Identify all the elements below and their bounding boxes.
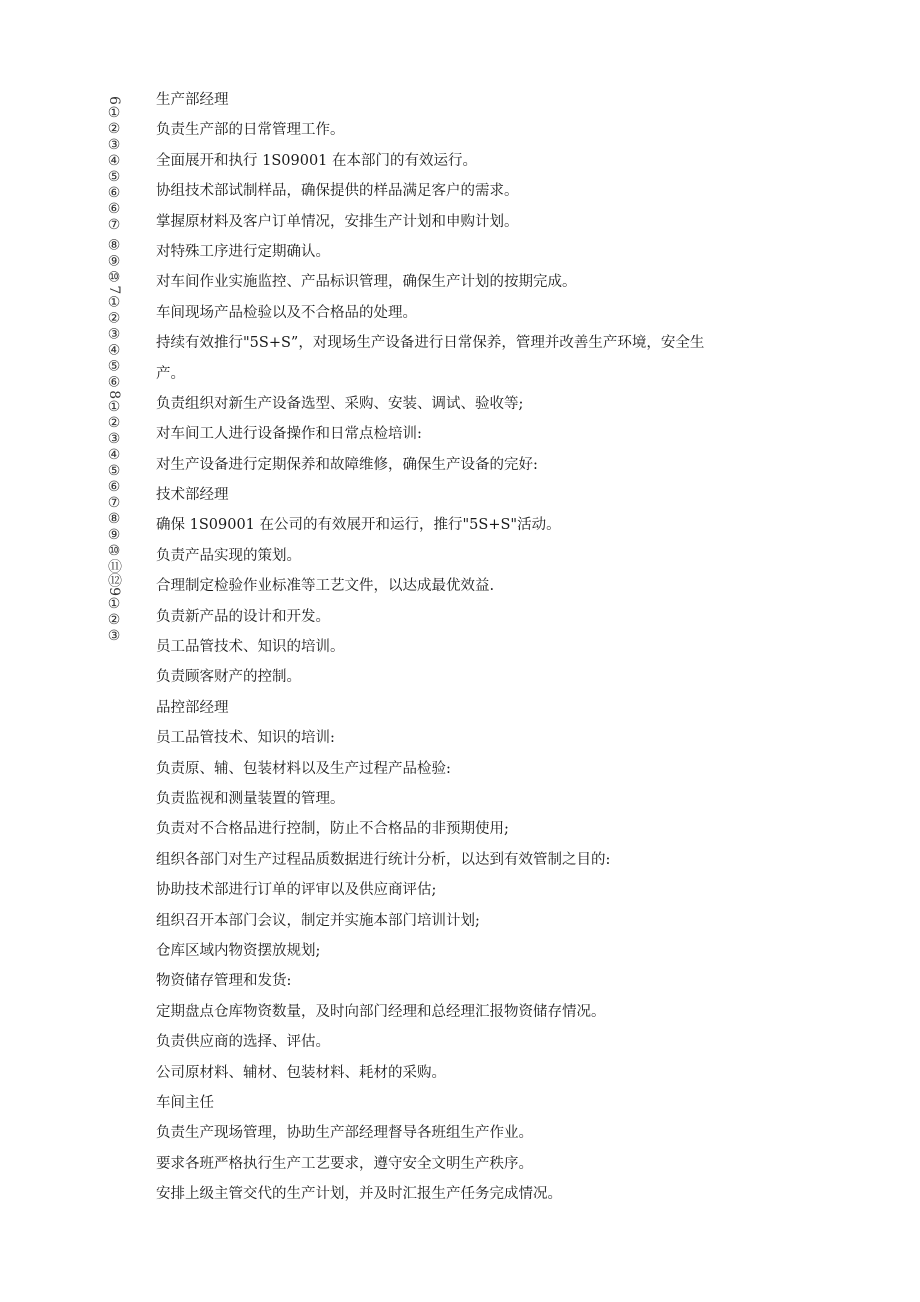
duty-item: 负责新产品的设计和开发。 [156,608,330,625]
duty-item: 持续有效推行"5S+S”，对现场生产设备进行日常保养，管理并改善生产环境，安全生 [156,335,705,352]
duty-item: 安排上级主管交代的生产计划，并及时汇报生产任务完成情况。 [156,1186,562,1203]
section-heading: 生产部经理 [156,92,229,108]
duty-item: 掌握原材料及客户订单情况，安排生产计划和申购计划。 [156,213,519,230]
duty-item: 对特殊工序进行定期确认。 [156,243,330,260]
duty-item: 合理制定检验作业标准等工艺文件，以达成最优效益. [156,578,495,595]
duty-item: 协助技术部进行订单的评审以及供应商评估; [156,882,437,899]
duty-item: 负责供应商的选择、评估。 [156,1034,330,1051]
duty-item: 要求各班严格执行生产工艺要求，遵守安全文明生产秩序。 [156,1155,533,1172]
section-heading: 车间主任 [156,1094,214,1111]
margin-numbering: 6①②③④⑤⑥⑥⑦ ⑧⑨⑩7①②③④⑤⑥8①②③④⑤⑥⑦⑧⑨⑩⑪⑫9①②③ [106,96,122,645]
duty-item: 仓库区域内物资摆放规划; [156,942,321,959]
duty-item: 公司原材料、辅材、包装材料、耗材的采购。 [156,1064,446,1081]
duty-item: 协组技术部试制样品，确保提供的样品满足客户的需求。 [156,183,519,200]
duty-item: 负责对不合格品进行控制，防止不合格品的非预期使用; [156,821,509,838]
duty-item: 组织各部门对生产过程品质数据进行统计分析，以达到有效管制之目的: [156,851,611,868]
duty-item: 组织召开本部门会议，制定并实施本部门培训计划; [156,912,480,929]
duty-item: 对生产设备进行定期保养和故障维修，确保生产设备的完好: [156,456,538,473]
duty-item: 负责生产部的日常管理工作。 [156,122,345,139]
duty-item: 员工品管技术、知识的培训。 [156,639,345,656]
duty-item: 员工品管技术、知识的培训: [156,730,335,747]
document-body [156,89,756,1213]
duty-item-continuation: 产。 [156,365,185,382]
duty-item: 定期盘点仓库物资数量，及时向部门经理和总经理汇报物资储存情况。 [156,1003,606,1020]
duty-item: 全面展开和执行 1S09001 在本部门的有效运行。 [156,152,478,169]
duty-item: 对车间作业实施监控、产品标识管理，确保生产计划的按期完成。 [156,274,577,291]
duty-item: 负责监视和测量装置的管理。 [156,790,345,807]
section-heading: 品控部经理 [156,699,229,716]
duty-item: 确保 1S09001 在公司的有效展开和运行，推行"5S+S"活动。 [156,517,561,534]
duty-item: 负责原、辅、包装材料以及生产过程产品检验: [156,760,451,777]
section-heading: 技术部经理 [156,487,229,504]
duty-item: 车间现场产品检验以及不合格品的处理。 [156,304,417,321]
duty-item: 物资储存管理和发货: [156,973,292,990]
duty-item: 负责产品实现的策划。 [156,547,301,564]
duty-item: 负责顾客财产的控制。 [156,669,301,686]
duty-item: 对车间工人进行设备操作和日常点检培训: [156,426,422,443]
duty-item: 负责生产现场管理，协助生产部经理督导各班组生产作业。 [156,1125,533,1142]
duty-item: 负责组织对新生产设备选型、采购、安装、调试、验收等; [156,395,524,412]
